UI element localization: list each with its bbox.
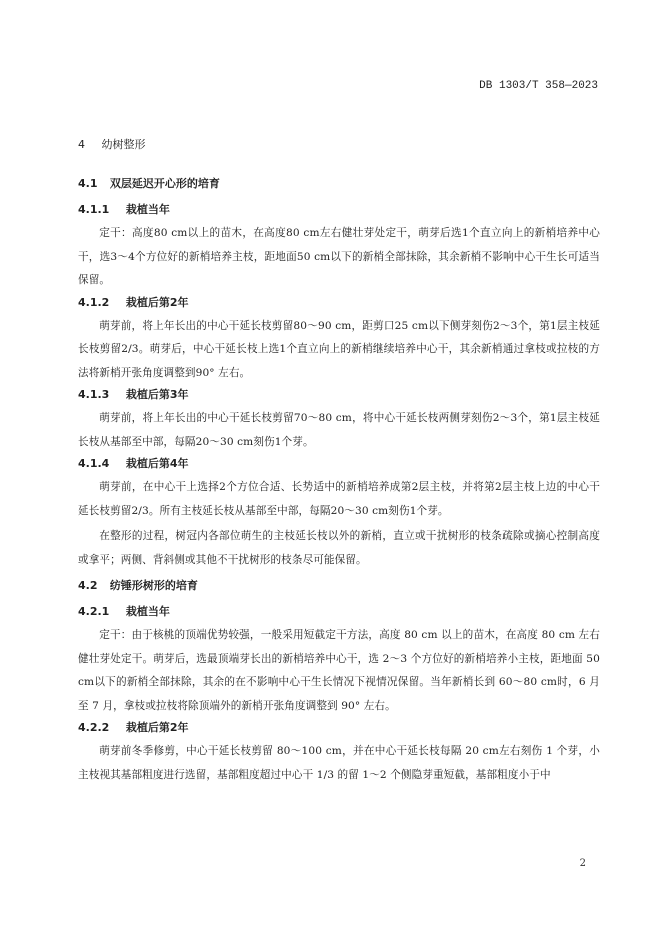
paragraph: 定干：由于核桃的顶端优势较强，一般采用短截定干方法，高度 80 cm 以上的苗木，在高度 80 cm 左右健壮芽处定干。萌芽后，选最顶端芽长出的新梢培养中心干，选 2～3 个方位好的新梢培养小主枝，距地面 50 cm以下的新梢全部抹除，其余的在不影响中心干生长情况下视情况保留。当年新梢长到 60～80 cm时，6 月至 7 月，拿枝或拉枝将除顶端外的新梢开张角度调整到 90° 左右。 — [78, 629, 600, 712]
subsection-title: 栽植后第4年 — [125, 457, 189, 470]
subsection-number: 4.2.1 — [78, 605, 110, 618]
chapter-number: 4 — [78, 138, 85, 151]
paragraph: 萌芽前，将上年长出的中心干延长枝剪留70～80 cm，将中心干延长枝两侧芽刻伤2～3个，第1层主枝延长枝从基部至中部，每隔20～30 cm刻伤1个芽。 — [78, 412, 600, 448]
subsection-title: 栽植后第3年 — [125, 388, 189, 401]
subsection-heading-4-2-1 — [78, 604, 600, 620]
subsection-heading-4-1-3 — [78, 387, 600, 403]
standard-code-header: DB 1303/T 358—2023 — [479, 80, 598, 92]
section-title: 纺锤形树形的培育 — [109, 579, 198, 592]
document-body — [78, 136, 600, 789]
paragraph: 定干：高度80 cm以上的苗木，在高度80 cm左右健壮芽处定干，萌芽后选1个直立向上的新梢培养中心干，选3～4个方位好的新梢培养主枝，距地面50 cm以下的新梢全部抹除，其余新梢不影响中心干生长可适当保留。 — [78, 227, 600, 286]
subsection-heading-4-1-4 — [78, 456, 600, 472]
subsection-heading-4-2-2 — [78, 720, 600, 736]
subsection-number: 4.2.2 — [78, 721, 110, 734]
subsection-title: 栽植当年 — [125, 203, 170, 216]
subsection-number: 4.1.3 — [78, 388, 110, 401]
section-title: 双层延迟开心形的培育 — [109, 177, 220, 190]
paragraph: 萌芽前，在中心干上选择2个方位合适、长势适中的新梢培养成第2层主枝，并将第2层主枝上边的中心干延长枝剪留2/3。所有主枝延长枝从基部至中部，每隔20～30 cm刻伤1个芽。 — [78, 481, 600, 517]
subsection-number: 4.1.1 — [78, 203, 110, 216]
section-number: 4.1 — [78, 177, 98, 190]
section-heading-4-2 — [78, 578, 600, 594]
chapter-title: 幼树整形 — [101, 138, 146, 151]
subsection-heading-4-1-2 — [78, 295, 600, 311]
section-heading-4-1 — [78, 176, 600, 192]
subsection-title: 栽植后第2年 — [125, 295, 189, 309]
paragraph: 萌芽前冬季修剪，中心干延长枝剪留 80～100 cm，并在中心干延长枝每隔 20 cm左右刻伤 1 个芽，小主枝视其基部粗度进行选留，基部粗度超过中心干 1/3 的留 1～2 个侧隐芽重短截，基部粗度小于中 — [78, 745, 600, 781]
chapter-heading — [78, 136, 600, 152]
subsection-heading-4-1-1 — [78, 202, 600, 218]
subsection-title: 栽植后第2年 — [125, 721, 189, 734]
paragraph: 萌芽前，将上年长出的中心干延长枝剪留80～90 cm，距剪口25 cm以下侧芽刻伤2～3个，第1层主枝延长枝剪留2/3。萌芽后，中心干延长枝上选1个直立向上的新梢继续培养中心干，其余新梢通过拿枝或拉枝的方法将新梢开张角度调整到90° 左右。 — [78, 319, 600, 379]
paragraph: 在整形的过程，树冠内各部位萌生的主枝延长枝以外的新梢，直立或干扰树形的枝条疏除或摘心控制高度或拿平；两侧、背斜侧或其他不干扰树形的枝条尽可能保留。 — [78, 530, 600, 566]
page-number: 2 — [579, 858, 586, 869]
subsection-title: 栽植当年 — [125, 605, 170, 618]
subsection-number: 4.1.2 — [78, 295, 110, 309]
subsection-number: 4.1.4 — [78, 457, 110, 470]
section-number: 4.2 — [78, 579, 98, 592]
